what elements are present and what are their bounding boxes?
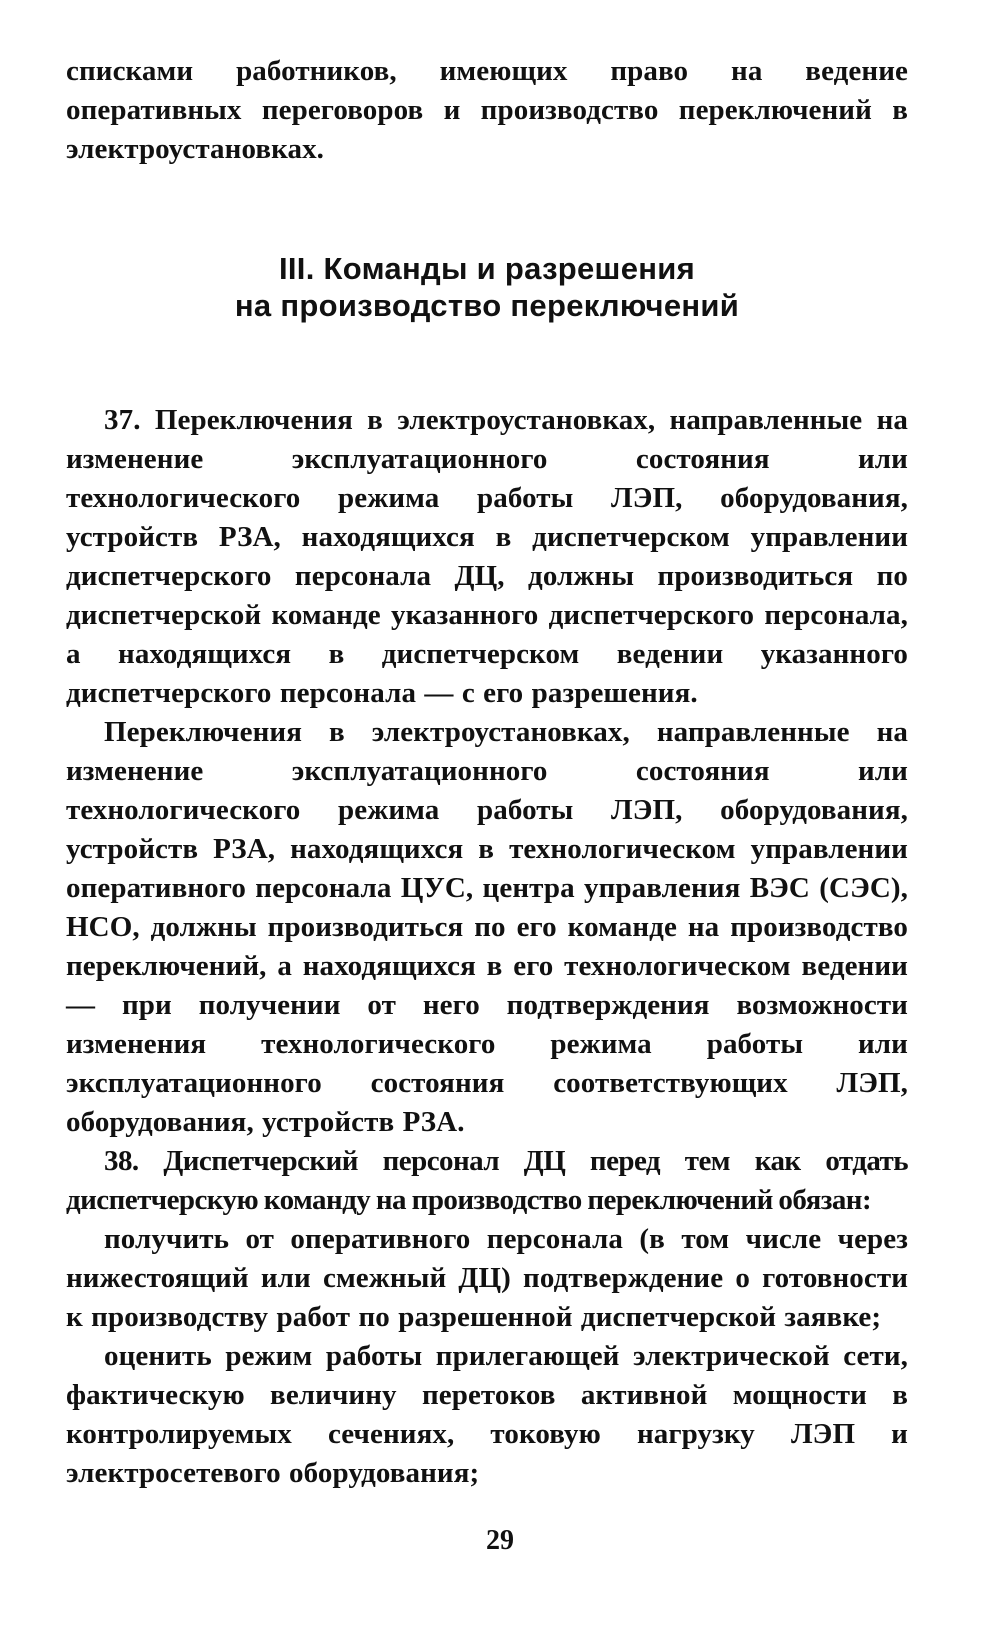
paragraph-switching-technological: Переключения в электроустановках, направленные на изменение эксплуатационного состояния или технологического режима работы ЛЭП, оборудования, устройств РЗА, находящихся в технологическом управлении оперативного персонала ЦУС, центра управления ВЭС (СЭС), НСО, должны производиться по его команде на производство переключений, а находящихся в его технологическом ведении — при получении от него подтверждения возможности изменения технологического режима работы или эксплуатационного состояния соответствующих ЛЭП, оборудования, устройств РЗА. <box>66 716 908 1138</box>
section-heading-line-2: на производство переключений <box>234 288 740 323</box>
page-number: 29 <box>486 1525 514 1556</box>
paragraph-37: 37. Переключения в электроустановках, направленные на изменение эксплуатационного состояния или технологического режима работы ЛЭП, оборудования, устройств РЗА, находящихся в диспетчерском управлении диспетчерского персонала ДЦ, должны производиться по диспетчерской команде указанного диспетчерского персонала, а находящихся в диспетчерском ведении указанного диспетчерского персонала — с его разрешения. <box>66 404 908 709</box>
paragraph-obtain-confirmation: получить от оперативного персонала (в том числе через нижестоящий или смежный ДЦ) подтверждение о готовности к производству работ по разрешенной диспетчерской заявке; <box>66 1223 908 1333</box>
paragraph-assess-network-mode: оценить режим работы прилегающей электрической сети, фактическую величину перетоков активной мощности в контролируемых сечениях, токовую нагрузку ЛЭП и электросетевого оборудования; <box>66 1340 908 1489</box>
section-heading-line-1: III. Команды и разрешения <box>278 251 696 286</box>
document-page <box>66 52 908 1622</box>
paragraph-38: 38. Диспетчерский персонал ДЦ перед тем как отдать диспетчерскую команду на производство переключений обязан: <box>66 1145 908 1216</box>
intro-paragraph: списками работников, имеющих право на ведение оперативных переговоров и производство переключений в электроустановках. <box>66 55 908 165</box>
section-heading <box>66 250 908 324</box>
